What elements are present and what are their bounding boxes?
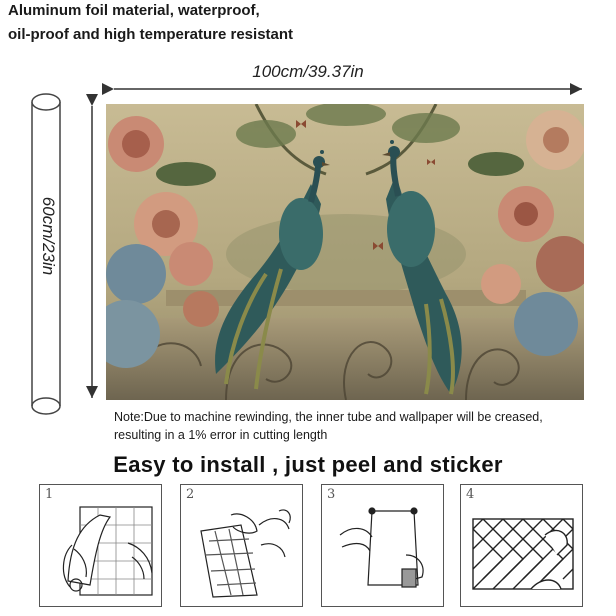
step-3-panel: [321, 484, 444, 607]
apply-to-wall-icon: [181, 485, 304, 608]
height-label: 60cm/23in: [39, 196, 58, 276]
peacock-mural-image: [106, 104, 584, 400]
header-line-2: oil-proof and high temperature resistant: [8, 26, 294, 43]
header-line-1: Aluminum foil material, waterproof,: [8, 2, 260, 19]
step-2-panel: [180, 484, 303, 607]
note-text: [114, 408, 614, 444]
install-headline: Easy to install , just peel and sticker: [113, 452, 503, 477]
step-1-number: 1: [45, 487, 54, 502]
step-1-panel: [39, 484, 162, 607]
step-2-number: 2: [186, 487, 195, 502]
step-4-panel: [460, 484, 583, 607]
width-label: 100cm/39.37in: [252, 62, 364, 81]
finished-wall-icon: [461, 485, 584, 608]
step-3-number: 3: [327, 487, 336, 502]
roll-tube-icon: [24, 90, 68, 420]
note-line-1: Note:Due to machine rewinding, the inner tube and wallpaper will be creased,: [114, 410, 543, 424]
step-4-number: 4: [466, 487, 475, 502]
smooth-surface-icon: [322, 485, 445, 608]
note-line-2: resulting in a 1% error in cutting length: [114, 428, 328, 442]
peel-backing-icon: [40, 485, 163, 608]
